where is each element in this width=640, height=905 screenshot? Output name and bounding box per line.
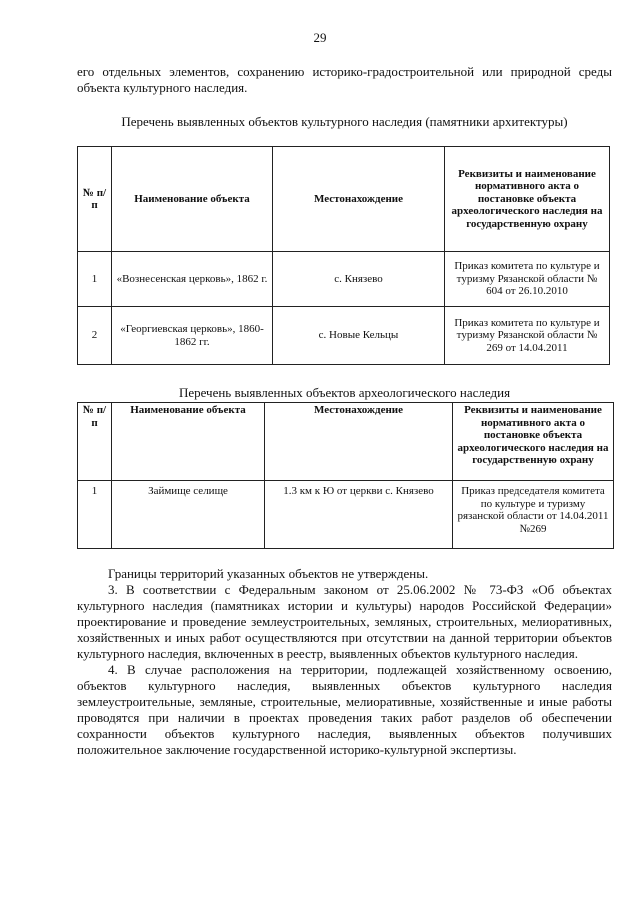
col-header-name: Наименование объекта	[112, 147, 273, 252]
col-header-name: Наименование объекта	[112, 403, 265, 481]
intro-text: его отдельных элементов, сохранению историко-градостроительной или природной среды объекта культурного наследия.	[77, 64, 612, 95]
cell-name: Займище селище	[112, 481, 265, 549]
cell-name: «Вознесенская церковь», 1862 г.	[112, 252, 273, 307]
col-header-location: Местонахождение	[265, 403, 453, 481]
table-row	[78, 252, 610, 307]
page-number: 29	[313, 30, 327, 45]
cell-requisites: Приказ комитета по культуре и туризму Рязанской области № 269 от 14.04.2011	[445, 307, 610, 365]
table-header-row	[78, 147, 610, 252]
table1-caption: Перечень выявленных объектов культурного наследия (памятники архитектуры)	[121, 114, 568, 129]
cell-name: «Георгиевская церковь», 1860-1862 гг.	[112, 307, 273, 365]
cell-location: с. Князево	[273, 252, 445, 307]
cell-number: 2	[78, 307, 112, 365]
cell-requisites: Приказ комитета по культуре и туризму Рязанской области № 604 от 26.10.2010	[445, 252, 610, 307]
paragraph-4: 4. В случае расположения на территории, подлежащей хозяйственному освоению, объектов культурного наследия, выявленных объектов культурного наследия землеустроительные, земляные, строительные, мелиоративные, хозяйственные и иные работы проводятся при наличии в проектах проведения таких работ разделов об обеспечении сохранности объектов культурного наследия, выявленных объектов получивших положительное заключение государственной историко-культурной экспертизы.	[77, 662, 612, 757]
architecture-table	[77, 146, 610, 365]
cell-requisites: Приказ председателя комитета по культуре и туризму рязанской области от 14.04.2011 №269	[453, 481, 614, 549]
cell-number: 1	[78, 481, 112, 549]
archaeology-table	[77, 402, 614, 549]
table-row	[78, 481, 614, 549]
table-row	[78, 307, 610, 365]
paragraph-borders: Границы территорий указанных объектов не утверждены.	[108, 566, 429, 581]
body-text	[77, 566, 612, 758]
col-header-number: № п/п	[78, 147, 112, 252]
col-header-location: Местонахождение	[273, 147, 445, 252]
paragraph-3: 3. В соответствии с Федеральным законом от 25.06.2002 № 73-ФЗ «Об объектах культурного наследия (памятниках истории и культуры) народов Российской Федерации» проектирование и проведение землеустроительных, земляных, строительных, мелиоративных, хозяйственных и иных работ осуществляются при отсутствии на данной территории объектов культурного наследия, включенных в реестр, выявленных объектов культурного наследия.	[77, 582, 612, 661]
cell-number: 1	[78, 252, 112, 307]
col-header-requisites: Реквизиты и наименование нормативного акта о постановке объекта археологического наследия на государственную охрану	[453, 403, 614, 481]
cell-location: 1.3 км к Ю от церкви с. Князево	[265, 481, 453, 549]
cell-location: с. Новые Кельцы	[273, 307, 445, 365]
table-header-row	[78, 403, 614, 481]
table2-caption: Перечень выявленных объектов археологического наследия	[178, 385, 511, 400]
col-header-number: № п/п	[78, 403, 112, 481]
intro-paragraph	[77, 64, 612, 96]
col-header-requisites: Реквизиты и наименование нормативного акта о постановке объекта археологического наследия на государственную охрану	[445, 147, 610, 252]
